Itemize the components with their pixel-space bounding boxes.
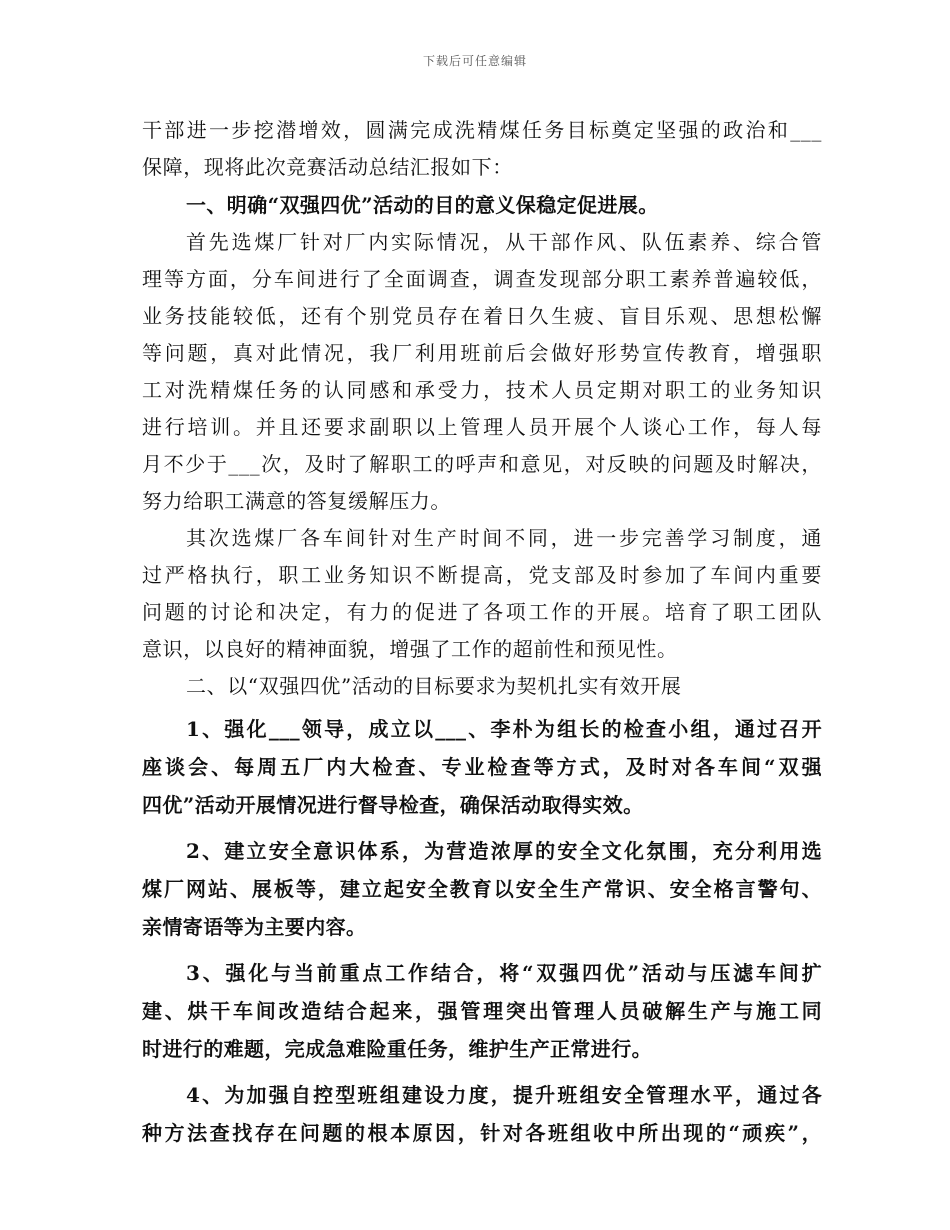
- list-item-1-start: 1、强化___领导，成立以___、李朴为组长的检查小组，通过召开: [186, 717, 822, 741]
- list-item-line: 种方法查找存在问题的根本原因，针对各班组收中所出现的“顽疾”，: [142, 1121, 822, 1145]
- list-item-4-start: 4、为加强自控型班组建设力度，提升班组安全管理水平，通过各: [186, 1083, 822, 1107]
- list-item-line: 亲情寄语等为主要内容。: [142, 915, 367, 939]
- body-line: 干部进一步挖潜增效，圆满完成洗精煤任务目标奠定坚强的政治和___: [142, 118, 822, 142]
- body-line: 等问题，真对此情况，我厂利用班前后会做好形势宣传教育，增强职: [142, 341, 822, 365]
- paragraph-start: 其次选煤厂各车间针对生产时间不同，进一步完善学习制度，通: [186, 526, 822, 550]
- body-line: 努力给职工满意的答复缓解压力。: [142, 489, 451, 513]
- body-line: 过严格执行，职工业务知识不断提高，党支部及时参加了车间内重要: [142, 563, 822, 587]
- body-line: 进行培训。并且还要求副职以上管理人员开展个人谈心工作，每人每: [142, 415, 822, 439]
- list-item-line: 时进行的难题，完成急难险重任务，维护生产正常进行。: [142, 1037, 652, 1061]
- document-body: [142, 112, 822, 1152]
- section-heading-2: 二、以“双强四优”活动的目标要求为契机扎实有效开展: [186, 674, 682, 698]
- body-line: 工对洗精煤任务的认同感和承受力，技术人员定期对职工的业务知识: [142, 378, 822, 402]
- list-item-2-start: 2、建立安全意识体系，为营造浓厚的安全文化氛围，充分利用选: [186, 839, 822, 863]
- body-line: 理等方面，分车间进行了全面调查，调查发现部分职工素养普遍较低，: [142, 267, 822, 291]
- section-heading-1: 一、明确“双强四优”活动的目的意义保稳定促进展。: [186, 193, 659, 217]
- list-item-3-start: 3、强化与当前重点工作结合，将“双强四优”活动与压滤车间扩: [186, 961, 822, 985]
- list-item-line: 煤厂网站、展板等，建立起安全教育以安全生产常识、安全格言警句、: [142, 877, 822, 901]
- body-line: 意识，以良好的精神面貌，增强了工作的超前性和预见性。: [142, 637, 678, 661]
- body-line: 业务技能较低，还有个别党员存在着日久生疲、盲目乐观、思想松懈: [142, 304, 822, 328]
- body-line: 保障，现将此次竞赛活动总结汇报如下：: [142, 155, 513, 179]
- list-item-line: 四优”活动开展情况进行督导检查，确保活动取得实效。: [142, 793, 644, 817]
- body-line: 月不少于___次，及时了解职工的呼声和意见，对反映的问题及时解决，: [142, 452, 822, 476]
- paragraph-start: 首先选煤厂针对厂内实际情况，从干部作风、队伍素养、综合管: [186, 230, 822, 254]
- list-item-line: 建、烘干车间改造结合起来，强管理突出管理人员破解生产与施工同: [142, 999, 822, 1023]
- header-note: 下载后可任意编辑: [422, 54, 527, 68]
- list-item-line: 座谈会、每周五厂内大检查、专业检查等方式，及时对各车间“双强: [142, 755, 822, 779]
- body-line: 问题的讨论和决定，有力的促进了各项工作的开展。培育了职工团队: [142, 600, 822, 624]
